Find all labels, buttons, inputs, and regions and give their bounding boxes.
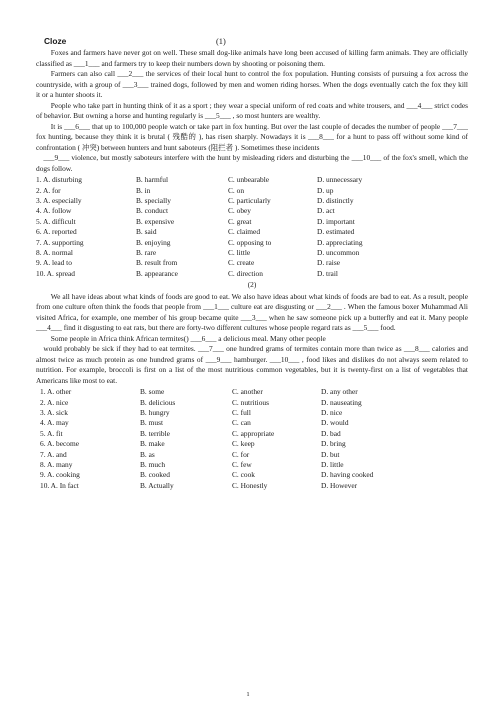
option-a: 9. A. lead to xyxy=(36,258,72,268)
option-b: B. rare xyxy=(136,247,157,257)
option-c: C. little xyxy=(228,247,251,257)
option-a: 5. A. difficult xyxy=(36,216,76,226)
option-a: 8. A. normal xyxy=(36,247,73,257)
option-a: 6. A. become xyxy=(40,439,79,449)
passage-1-paragraph: It is ___6___ that up to 100,000 people watch or take part in fox hunting. But over the last couple of decades the number of people ___7___ fox hunting, because they think it is brutal ( 残酷的 ), has risen sharply. Nowadays it is ___8___ for a hunt to pass off without some kind of confrontation ( 冲突) between hunters and hunt saboteurs (阻拦者 ). Sometimes these incidents xyxy=(36,121,468,152)
document-page xyxy=(36,36,468,491)
option-row xyxy=(36,175,468,185)
passage-1-paragraph: Farmers can also call ___2___ the services of their local hunt to control the fox population. Hunting consists of pursuing a fox across the countryside, with a group of ___3___ trained dogs, followed by men and women riding horses. When the dogs eventually catch the fox they kill it or a hunter shoots it. xyxy=(36,69,468,100)
option-a: 1. A. other xyxy=(40,387,72,397)
option-d: D. would xyxy=(321,418,349,428)
option-a: 2. A. for xyxy=(36,185,61,195)
option-c: C. direction xyxy=(228,268,263,278)
option-c: C. on xyxy=(228,185,245,195)
option-b: B. delicious xyxy=(140,397,176,407)
option-b: B. in xyxy=(136,185,151,195)
option-a: 9. A. cooking xyxy=(40,470,80,480)
header-row xyxy=(36,36,468,48)
option-b: B. terrible xyxy=(140,428,170,438)
option-row xyxy=(36,269,468,279)
option-c: C. claimed xyxy=(228,227,261,237)
option-c: C. unbearable xyxy=(228,175,270,185)
option-d: D. nauseating xyxy=(321,397,362,407)
option-c: C. few xyxy=(232,459,252,469)
option-c: C. can xyxy=(232,418,251,428)
passage-2 xyxy=(36,292,468,387)
option-d: D. having cooked xyxy=(321,470,374,480)
option-b: B. expensive xyxy=(136,216,175,226)
option-d: D. bad xyxy=(321,428,341,438)
option-b: B. some xyxy=(140,387,165,397)
option-d: D. important xyxy=(317,216,355,226)
option-row xyxy=(36,227,468,237)
option-c: C. opposing to xyxy=(228,237,272,247)
option-row xyxy=(36,186,468,196)
document-title: Cloze xyxy=(44,36,67,46)
option-c: C. full xyxy=(232,408,251,418)
option-d: D. unnecessary xyxy=(317,175,363,185)
option-d: D. trail xyxy=(317,268,338,278)
option-row xyxy=(36,470,468,480)
option-d: D. raise xyxy=(317,258,340,268)
passage-1-paragraph: ___9___ violence, but mostly saboteurs interfere with the hunt by misleading riders and disturbing the ___10___ of the fox's smell, which the dogs follow. xyxy=(36,153,468,173)
option-b: B. specially xyxy=(136,195,171,205)
option-c: C. create xyxy=(228,258,255,268)
option-row xyxy=(36,398,468,408)
option-a: 7. A. and xyxy=(40,449,67,459)
option-row xyxy=(36,196,468,206)
option-d: D. little xyxy=(321,459,344,469)
option-b: B. must xyxy=(140,418,163,428)
option-c: C. for xyxy=(232,449,250,459)
option-b: B. harmful xyxy=(136,175,169,185)
option-a: 6. A. reported xyxy=(36,227,77,237)
option-d: D. any other xyxy=(321,387,358,397)
option-c: C. great xyxy=(228,216,252,226)
page-number: 1 xyxy=(246,691,250,698)
option-a: 4. A. may xyxy=(40,418,69,428)
option-b: B. enjoying xyxy=(136,237,171,247)
option-d: D. estimated xyxy=(317,227,355,237)
option-b: B. appearance xyxy=(136,268,178,278)
option-b: B. said xyxy=(136,227,157,237)
option-d: D. appreciating xyxy=(317,237,363,247)
option-b: B. cooked xyxy=(140,470,170,480)
passage-1-paragraph: Foxes and farmers have never got on well. These small dog-like animals have long been accused of killing farm animals. They are officially classified as ___1___ and farmers try to keep their numbers down by shooting or poisoning them. xyxy=(36,48,468,68)
option-b: B. hungry xyxy=(140,408,170,418)
option-row xyxy=(36,238,468,248)
passage-1 xyxy=(36,48,468,174)
option-b: B. result from xyxy=(136,258,178,268)
option-a: 3. A. especially xyxy=(36,195,82,205)
option-a: 5. A. fit xyxy=(40,428,63,438)
option-c: C. obey xyxy=(228,206,251,216)
option-row xyxy=(36,206,468,216)
section-number-2: (2) xyxy=(247,280,257,290)
option-a: 1. A. disturbing xyxy=(36,175,82,185)
option-c: C. Honestly xyxy=(232,480,268,490)
passage-2-paragraph: Some people in Africa think African termites() ___6___ a delicious meal. Many other people xyxy=(50,333,326,343)
option-row xyxy=(36,248,468,258)
option-d: D. distinctly xyxy=(317,195,354,205)
option-row xyxy=(36,481,468,491)
option-d: D. However xyxy=(321,480,358,490)
option-c: C. particularly xyxy=(228,195,271,205)
passage-2-paragraph: We all have ideas about what kinds of foods are good to eat. We also have ideas about what kinds of foods are bad to eat. As a result, people from one culture often think the foods that people from ___1___ culture eat are disgusting or ___2___ . When the famous boxer Muhammad Ali visited Africa, for example, one member of his group became quite ___3___ when he saw someone pick up a butterfly and eat it. Many people ___4___ find it disgusting to eat rats, but there are forty-two different cultures whose people regard rats as ___5___ food. xyxy=(36,291,468,333)
option-b: B. much xyxy=(140,459,166,469)
option-c: C. nutritious xyxy=(232,397,269,407)
option-c: C. appropriate xyxy=(232,428,275,438)
option-a: 3. A. sick xyxy=(40,408,68,418)
option-a: 8. A. many xyxy=(40,459,73,469)
option-row xyxy=(36,418,468,428)
option-row xyxy=(36,258,468,268)
option-a: 2. A. nice xyxy=(40,397,69,407)
option-c: C. cook xyxy=(232,470,255,480)
option-a: 10. A. In fact xyxy=(40,480,79,490)
option-d: D. but xyxy=(321,449,340,459)
options-1 xyxy=(36,175,468,279)
option-row xyxy=(36,460,468,470)
passage-1-paragraph: People who take part in hunting think of it as a sport ; they wear a special uniform of red coats and white trousers, and ___4___ strict codes of behavior. But owning a horse and hunting regularly is ___5___ , so most hunters are wealthy. xyxy=(36,100,468,121)
option-d: D. bring xyxy=(321,439,346,449)
option-a: 4. A. follow xyxy=(36,206,72,216)
option-row xyxy=(36,408,468,418)
option-row xyxy=(36,429,468,439)
option-row xyxy=(36,450,468,460)
option-d: D. uncommon xyxy=(317,247,360,257)
passage-2-paragraph: would probably be sick if they had to eat termites. ___7___ one hundred grams of termites contain more than twice as ___8___ calories and almost twice as much protein as one hundred grams of ___9___ hamburger. ___10___ , food likes and dislikes do not always seem related to nutrition. For example, broccoli is first on a list of the most nutritious common vegetables, but it is twenty-first on a list of vegetables that Americans like most to eat. xyxy=(36,344,468,385)
option-b: B. as xyxy=(140,449,155,459)
option-a: 10. A. spread xyxy=(36,268,75,278)
option-row xyxy=(36,217,468,227)
options-2 xyxy=(36,387,468,491)
option-c: C. keep xyxy=(232,439,255,449)
section-number-1: (1) xyxy=(216,37,226,46)
option-b: B. make xyxy=(140,439,165,449)
option-c: C. another xyxy=(232,387,263,397)
option-a: 7. A. supporting xyxy=(36,237,84,247)
option-d: D. up xyxy=(317,185,334,195)
option-row xyxy=(36,439,468,449)
option-b: B. Actually xyxy=(140,480,174,490)
option-b: B. conduct xyxy=(136,206,169,216)
option-d: D. nice xyxy=(321,408,343,418)
option-row xyxy=(36,387,468,397)
option-d: D. act xyxy=(317,206,335,216)
